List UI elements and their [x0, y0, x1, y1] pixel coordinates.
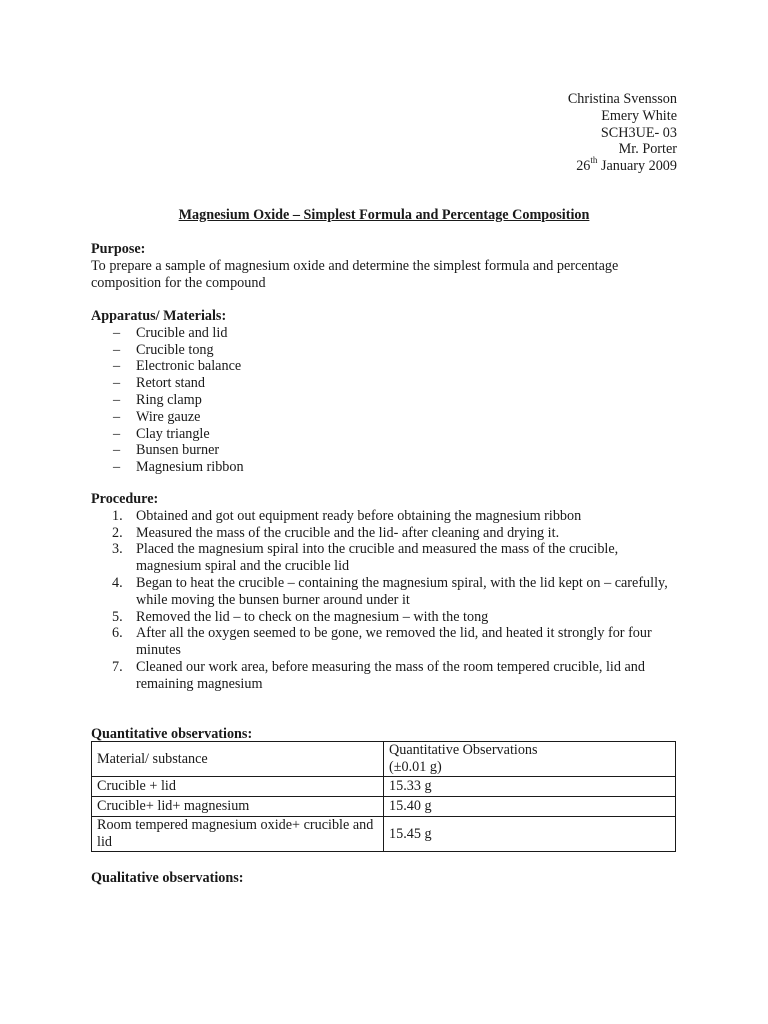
procedure-heading: Procedure:: [91, 491, 159, 507]
document-title: Magnesium Oxide – Simplest Formula and Percentage Composition: [178, 207, 590, 223]
list-item: [91, 342, 681, 359]
author-name: Emery White: [601, 107, 677, 124]
quantitative-heading: Quantitative observations:: [91, 726, 253, 742]
value-cell: 15.40 g: [384, 797, 676, 817]
dash-bullet: –: [113, 324, 121, 341]
course-code: SCH3UE- 03: [600, 124, 677, 141]
purpose-heading: Purpose:: [91, 241, 146, 257]
list-item-label: Wire gauze: [136, 408, 201, 425]
author-name: Christina Svensson: [567, 91, 677, 107]
procedure-step: [91, 575, 681, 609]
dash-bullet: –: [113, 375, 121, 392]
column-header-uncertainty: (±0.01 g): [389, 759, 442, 775]
list-item: [91, 358, 681, 375]
material-cell: Crucible+ lid+ magnesium: [92, 797, 384, 817]
author-header: [568, 91, 677, 175]
list-item-label: Ring clamp: [136, 391, 202, 408]
dash-bullet: –: [113, 391, 121, 408]
value-cell: 15.33 g: [384, 777, 676, 797]
step-text: Measured the mass of the crucible and the lid- after cleaning and drying it.: [136, 524, 560, 541]
table-row: [92, 777, 676, 797]
observations-table: [91, 741, 676, 852]
dash-bullet: –: [113, 358, 121, 375]
procedure-step: [91, 525, 681, 542]
step-number: 1.: [112, 507, 123, 524]
procedure-step: [91, 609, 681, 626]
list-item: [91, 375, 681, 392]
step-text: After all the oxygen seemed to be gone, we removed the lid, and heated it strongly for four minutes: [136, 625, 652, 659]
step-number: 7.: [112, 658, 123, 675]
dash-bullet: –: [113, 341, 121, 358]
value-cell: 15.45 g: [384, 817, 676, 852]
step-text: Obtained and got out equipment ready before obtaining the magnesium ribbon: [136, 507, 582, 524]
table-row: [92, 817, 676, 852]
list-item-label: Clay triangle: [136, 425, 210, 442]
step-number: 5.: [112, 608, 123, 625]
material-cell: Crucible + lid: [92, 777, 384, 797]
purpose-text: To prepare a sample of magnesium oxide and determine the simplest formula and percentage composition for the compound: [91, 257, 619, 291]
step-text: Cleaned our work area, before measuring the mass of the room tempered crucible, lid and remaining magnesium: [136, 658, 645, 692]
teacher-name: Mr. Porter: [618, 141, 677, 158]
step-number: 3.: [112, 541, 123, 558]
step-number: 2.: [112, 524, 123, 541]
report-date: [568, 155, 677, 175]
step-text: Placed the magnesium spiral into the crucible and measured the mass of the crucible, magnesium spiral and the crucible lid: [136, 541, 619, 575]
list-item: [91, 459, 681, 476]
date-suffix: th: [590, 155, 598, 166]
date-day: 26: [576, 158, 591, 175]
list-item: [91, 409, 681, 426]
step-number: 6.: [112, 625, 123, 642]
table-row: [92, 797, 676, 817]
column-header-line: Quantitative Observations: [389, 742, 538, 759]
step-text: Began to heat the crucible – containing the magnesium spiral, with the lid kept on – carefully, while moving the bunsen burner around under it: [136, 574, 668, 608]
procedure-section: [91, 491, 681, 693]
list-item: [91, 325, 681, 342]
procedure-step: [91, 625, 681, 659]
list-item: [91, 392, 681, 409]
step-number: 4.: [112, 574, 123, 591]
list-item-label: Retort stand: [136, 375, 205, 392]
procedure-step: [91, 541, 681, 575]
procedure-step: [91, 508, 681, 525]
dash-bullet: –: [113, 425, 121, 442]
list-item-label: Crucible and lid: [136, 324, 228, 341]
list-item-label: Magnesium ribbon: [136, 459, 244, 476]
column-header: [384, 742, 676, 777]
list-item-label: Bunsen burner: [136, 442, 220, 459]
apparatus-section: [91, 308, 681, 476]
step-text: Removed the lid – to check on the magnesium – with the tong: [136, 608, 489, 625]
list-item: [91, 442, 681, 459]
procedure-steps: [91, 508, 681, 693]
qualitative-heading: Qualitative observations:: [91, 870, 244, 886]
apparatus-list: [91, 325, 681, 476]
table-header-row: [92, 742, 676, 777]
list-item-label: Electronic balance: [136, 358, 242, 375]
purpose-section: [91, 241, 681, 291]
apparatus-heading: Apparatus/ Materials:: [91, 308, 227, 324]
material-cell: Room tempered magnesium oxide+ crucible and lid: [92, 817, 384, 852]
dash-bullet: –: [113, 459, 121, 476]
list-item: [91, 426, 681, 443]
dash-bullet: –: [113, 408, 121, 425]
procedure-step: [91, 659, 681, 693]
dash-bullet: –: [113, 442, 121, 459]
date-rest: January 2009: [597, 158, 677, 175]
list-item-label: Crucible tong: [136, 341, 214, 358]
column-header: Material/ substance: [92, 742, 384, 777]
